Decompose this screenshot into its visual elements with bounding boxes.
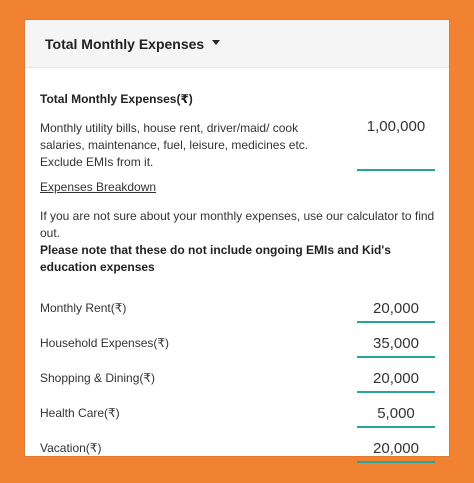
dropdown-title: Total Monthly Expenses: [45, 35, 205, 52]
caret-down-icon[interactable]: [212, 40, 220, 45]
expenses-breakdown-link[interactable]: Expenses Breakdown: [40, 180, 157, 194]
expense-label: Monthly Rent(₹): [40, 301, 127, 315]
expense-label: Health Care(₹): [40, 406, 120, 420]
card-body: [25, 68, 449, 463]
vacation-input[interactable]: 20,000: [357, 440, 435, 463]
expense-row-health-care: [40, 393, 435, 428]
shopping-dining-input[interactable]: 20,000: [357, 370, 435, 393]
household-expenses-input[interactable]: 35,000: [357, 335, 435, 358]
total-expenses-description: Monthly utility bills, house rent, driver/maid/ cook salaries, maintenance, fuel, leisure, medicines etc. Exclude EMIs from it.: [40, 121, 309, 169]
expense-row-household: [40, 323, 435, 358]
expense-row-vacation: [40, 428, 435, 463]
expenses-dropdown-header[interactable]: [25, 20, 449, 68]
expense-label: Household Expenses(₹): [40, 336, 170, 350]
expense-row-monthly-rent: [40, 288, 435, 323]
expense-label: Vacation(₹): [40, 441, 102, 455]
expense-row-shopping-dining: [40, 358, 435, 393]
calculator-info-text: If you are not sure about your monthly expenses, use our calculator to find out.: [40, 209, 435, 240]
expense-label: Shopping & Dining(₹): [40, 371, 156, 385]
total-expenses-row: [40, 120, 435, 171]
expense-list: [40, 288, 435, 463]
total-expenses-input[interactable]: 1,00,000: [357, 118, 435, 171]
health-care-input[interactable]: 5,000: [357, 405, 435, 428]
expenses-card: [25, 20, 449, 456]
monthly-rent-input[interactable]: 20,000: [357, 300, 435, 323]
emi-note-text: Please note that these do not include ongoing EMIs and Kid's education expenses: [40, 243, 391, 274]
total-expenses-heading: Total Monthly Expenses(₹): [40, 92, 193, 106]
